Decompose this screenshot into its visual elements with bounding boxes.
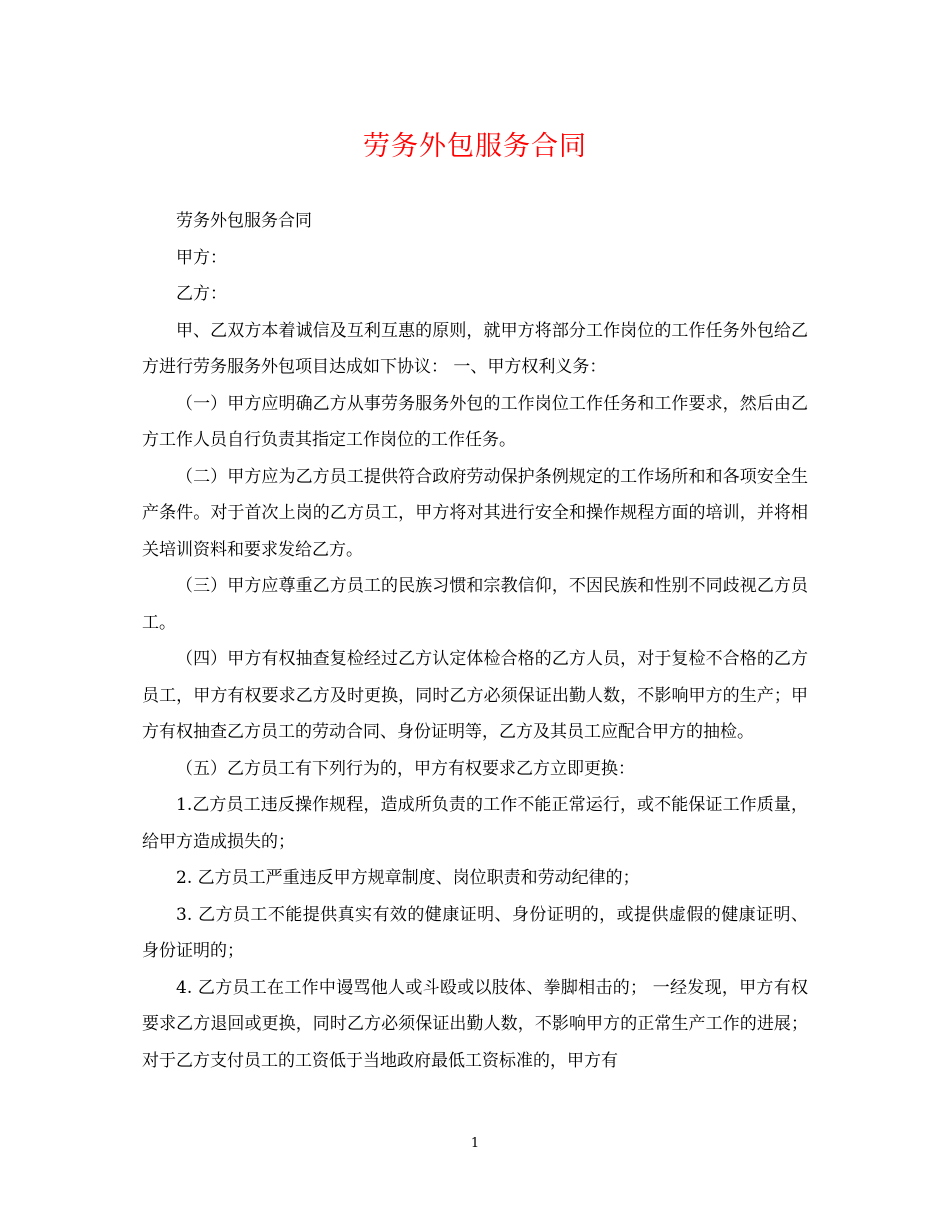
paragraph-item-1: 1.乙方员工违反操作规程，造成所负责的工作不能正常运行，或不能保证工作质量，给甲方造成损失的；	[142, 795, 808, 852]
document-body	[142, 203, 808, 1079]
paragraph-preamble: 甲、乙双方本着诚信及互利互惠的原则，就甲方将部分工作岗位的工作任务外包给乙方进行劳务服务外包项目达成如下协议： 一、甲方权利义务：	[142, 320, 808, 377]
paragraph-clause-1: （一）甲方应明确乙方从事劳务服务外包的工作岗位工作任务和工作要求，然后由乙方工作人员自行负责其指定工作岗位的工作任务。	[142, 393, 808, 450]
document-title: 劳务外包服务合同	[363, 131, 587, 162]
page-number: 1	[470, 1136, 480, 1151]
paragraph-heading: 劳务外包服务合同	[176, 211, 312, 231]
paragraph-party-b: 乙方：	[176, 284, 227, 304]
paragraph-party-a: 甲方：	[176, 247, 227, 268]
paragraph-item-3: 3. 乙方员工不能提供真实有效的健康证明、身份证明的，或提供虚假的健康证明、身份证明的；	[142, 904, 808, 961]
paragraph-clause-5: （五）乙方员工有下列行为的，甲方有权要求乙方立即更换：	[176, 758, 635, 779]
paragraph-clause-4: （四）甲方有权抽查复检经过乙方认定体检合格的乙方人员，对于复检不合格的乙方员工，甲方有权要求乙方及时更换，同时乙方必须保证出勤人数，不影响甲方的生产；甲方有权抽查乙方员工的劳动合同、身份证明等，乙方及其员工应配合甲方的抽检。	[142, 649, 808, 742]
paragraph-clause-2: （二）甲方应为乙方员工提供符合政府劳动保护条例规定的工作场所和和各项安全生产条件。对于首次上岗的乙方员工，甲方将对其进行安全和操作规程方面的培训，并将相关培训资料和要求发给乙方。	[142, 466, 808, 560]
paragraph-clause-3: （三）甲方应尊重乙方员工的民族习惯和宗教信仰，不因民族和性别不同歧视乙方员工。	[142, 576, 808, 633]
paragraph-item-2: 2. 乙方员工严重违反甲方规章制度、岗位职责和劳动纪律的；	[176, 868, 640, 888]
paragraph-item-4: 4. 乙方员工在工作中谩骂他人或斗殴或以肢体、拳脚相击的； 一经发现，甲方有权要求乙方退回或更换，同时乙方必须保证出勤人数，不影响甲方的正常生产工作的进展；对于乙方支付员工的工资低于当地政府最低工资标准的，甲方有	[142, 977, 808, 1071]
